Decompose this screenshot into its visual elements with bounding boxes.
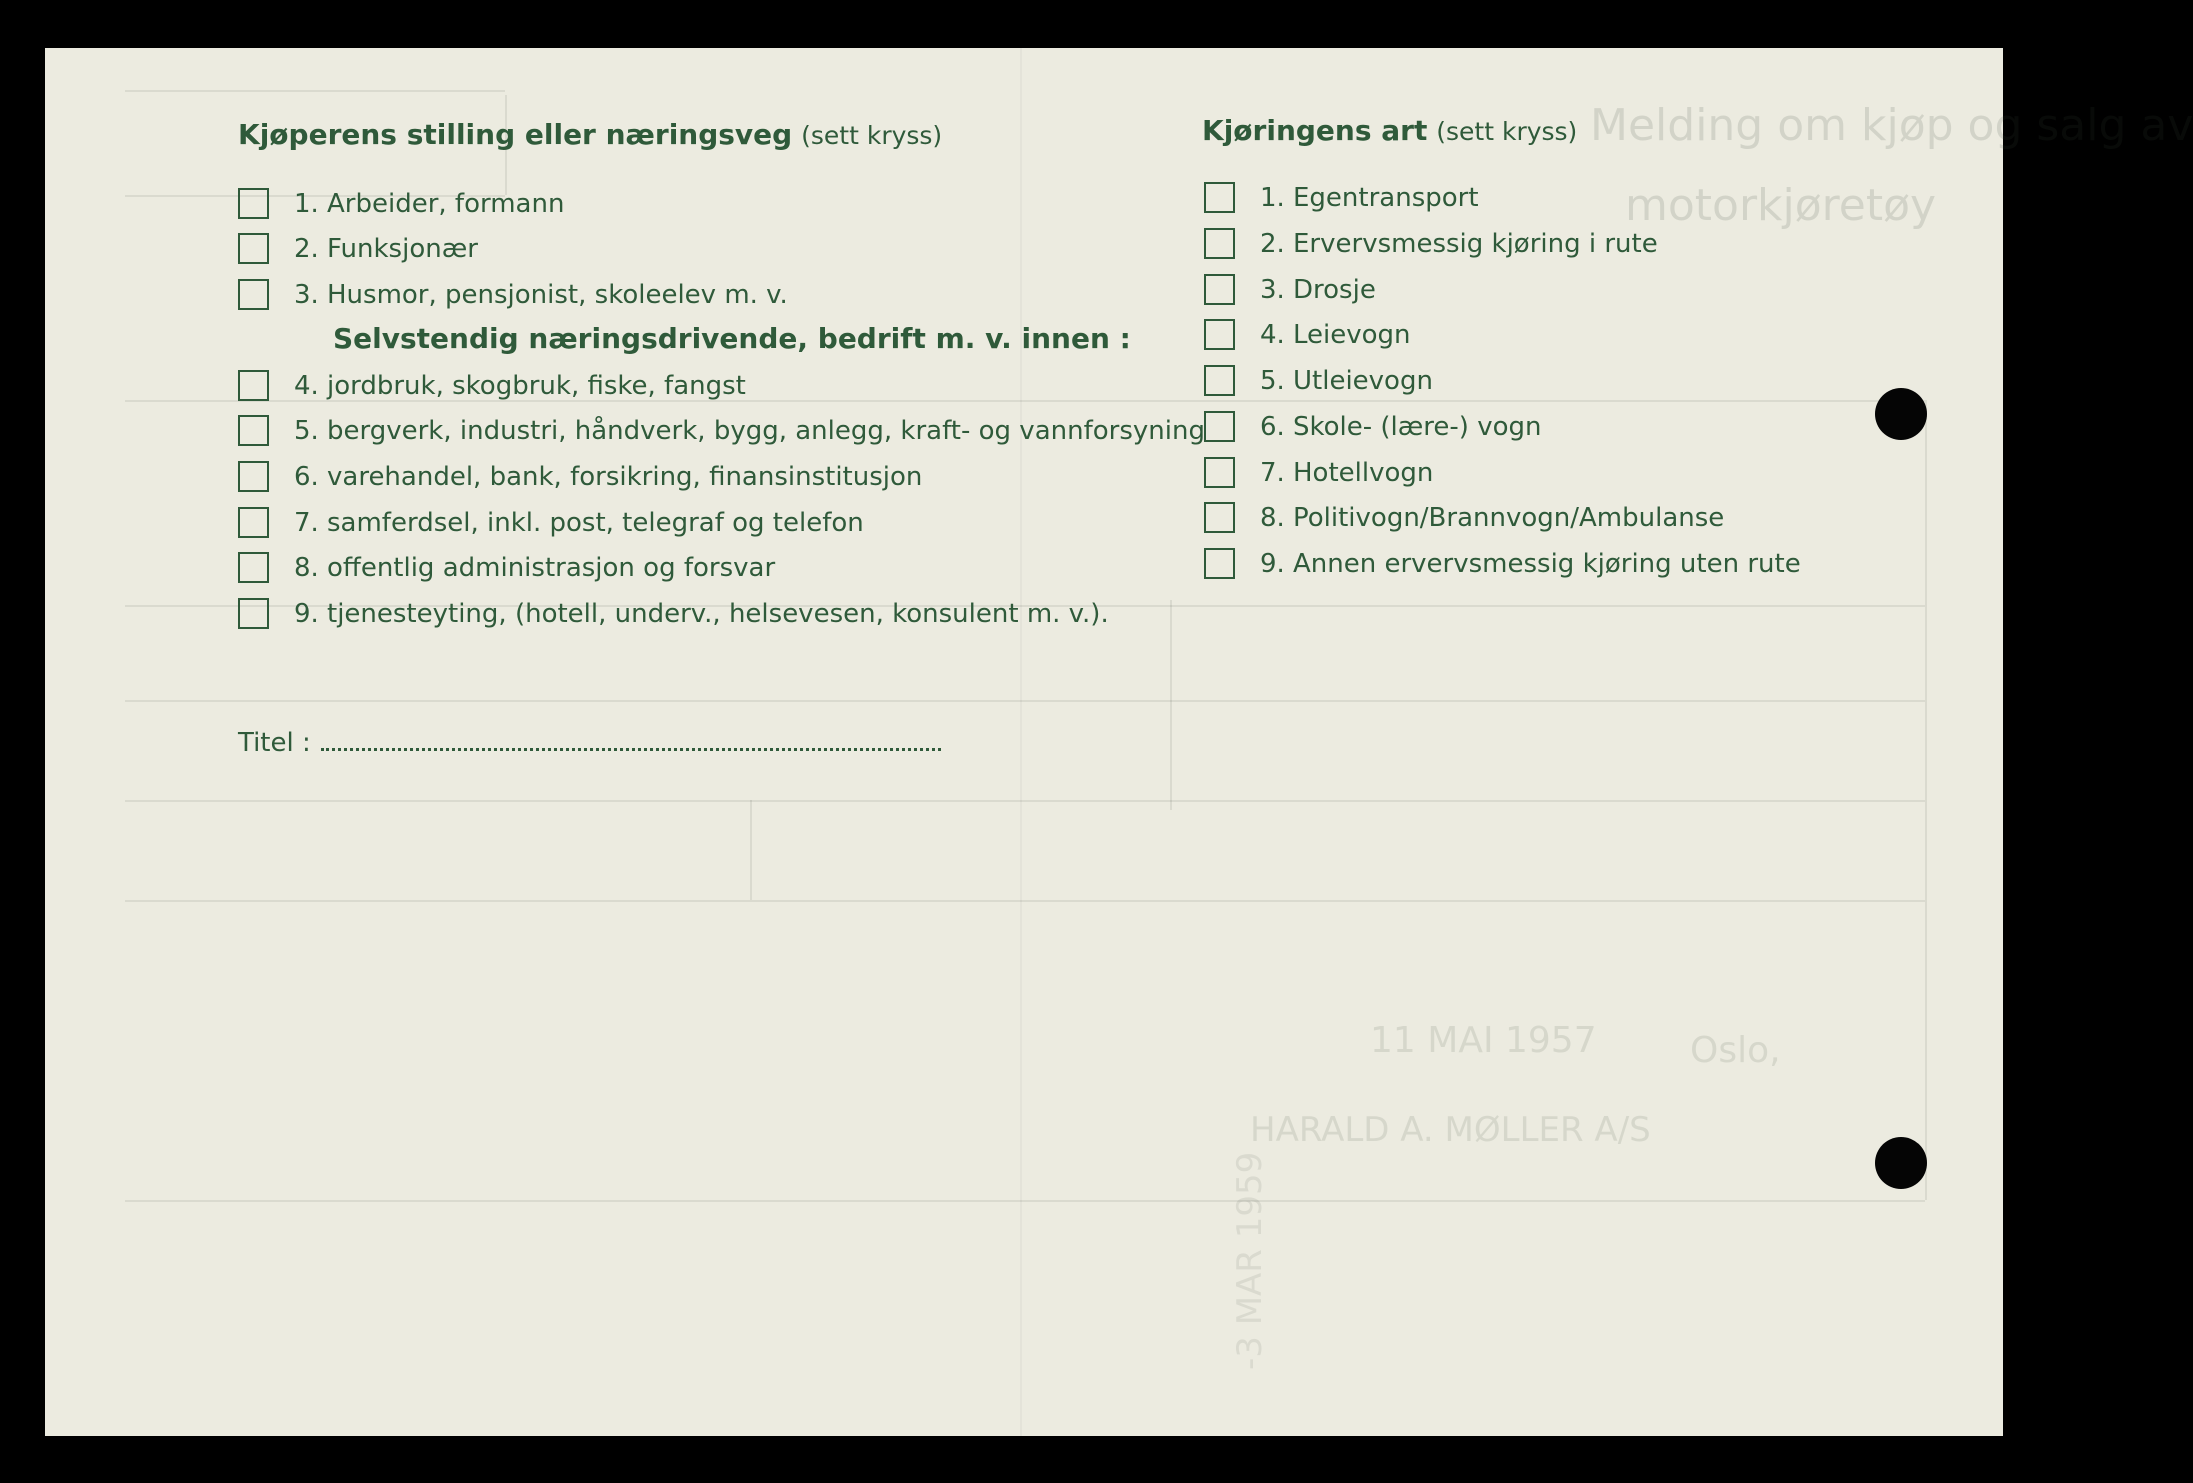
title-input-line[interactable]	[321, 730, 941, 751]
option-number: 6.	[294, 461, 319, 492]
checkbox[interactable]	[1204, 228, 1235, 259]
option-label: tjenesteyting, (hotell, underv., helsevesen, konsulent m. v.).	[327, 598, 1109, 629]
checkbox[interactable]	[238, 370, 269, 401]
option-label: Skole- (lære-) vogn	[1293, 411, 1542, 442]
option-number: 9.	[294, 598, 319, 629]
option-number: 4.	[1260, 319, 1285, 350]
option-label: Annen ervervsmessig kjøring uten rute	[1293, 548, 1801, 579]
occupation-option-5[interactable]	[238, 415, 1205, 446]
option-number: 8.	[294, 552, 319, 583]
show-through-title: Melding om kjøp og salg av	[1590, 100, 2193, 151]
punch-hole-top	[1875, 388, 1927, 440]
show-through-rule	[125, 1200, 1925, 1202]
option-number: 3.	[1260, 274, 1285, 305]
show-through-rule	[125, 900, 1925, 902]
option-label: Politivogn/Brannvogn/Ambulanse	[1293, 502, 1725, 533]
driving-option-8[interactable]	[1204, 502, 1724, 533]
show-through-place: Oslo,	[1690, 1030, 1781, 1071]
title-label: Titel :	[238, 728, 311, 758]
show-through-vertical-stamp: -3 MAR 1959	[1230, 1151, 1270, 1370]
driving-option-2[interactable]	[1204, 228, 1658, 259]
occupation-option-8[interactable]	[238, 552, 775, 583]
checkbox[interactable]	[1204, 182, 1235, 213]
show-through-date: 11 MAI 1957	[1370, 1020, 1597, 1061]
driving-option-6[interactable]	[1204, 411, 1542, 442]
fold-line	[1020, 48, 1022, 1436]
option-label: Leievogn	[1293, 319, 1411, 350]
option-number: 1.	[294, 188, 319, 219]
option-label: offentlig administrasjon og forsvar	[327, 552, 776, 583]
buyer-occupation-heading	[238, 118, 942, 151]
checkbox[interactable]	[238, 415, 269, 446]
option-label: samferdsel, inkl. post, telegraf og telefon	[327, 507, 864, 538]
driving-type-heading	[1202, 114, 1577, 147]
option-number: 8.	[1260, 502, 1285, 533]
option-label: Arbeider, formann	[327, 188, 565, 219]
option-label: Drosje	[1293, 274, 1376, 305]
checkbox[interactable]	[1204, 502, 1235, 533]
occupation-option-9[interactable]	[238, 598, 1109, 629]
show-through-subtitle: motorkjøretøy	[1625, 180, 1937, 231]
option-number: 1.	[1260, 182, 1285, 213]
option-number: 7.	[294, 507, 319, 538]
occupation-option-1[interactable]	[238, 188, 564, 219]
show-through-rule	[125, 90, 505, 92]
checkbox[interactable]	[238, 552, 269, 583]
checkbox[interactable]	[238, 279, 269, 310]
self-employed-subheading: Selvstendig næringsdrivende, bedrift m. v. innen :	[333, 322, 1131, 355]
driving-option-7[interactable]	[1204, 457, 1433, 488]
show-through-rule	[125, 800, 1925, 802]
driving-option-9[interactable]	[1204, 548, 1801, 579]
checkbox[interactable]	[1204, 365, 1235, 396]
punch-hole-bottom	[1875, 1137, 1927, 1189]
option-number: 9.	[1260, 548, 1285, 579]
option-label: Funksjonær	[327, 233, 478, 264]
driving-type-heading-title: Kjøringens art	[1202, 114, 1428, 147]
option-label: Husmor, pensjonist, skoleelev m. v.	[327, 279, 788, 310]
checkbox[interactable]	[238, 598, 269, 629]
show-through-rule	[1925, 400, 1927, 1200]
title-field	[238, 728, 941, 758]
occupation-option-7[interactable]	[238, 507, 864, 538]
buyer-occupation-heading-note: (sett kryss)	[801, 121, 943, 150]
option-number: 5.	[294, 415, 319, 446]
occupation-option-4[interactable]	[238, 370, 746, 401]
checkbox[interactable]	[1204, 457, 1235, 488]
checkbox[interactable]	[238, 461, 269, 492]
occupation-option-3[interactable]	[238, 279, 788, 310]
show-through-rule	[125, 700, 1925, 702]
driving-option-3[interactable]	[1204, 274, 1376, 305]
option-label: Utleievogn	[1293, 365, 1433, 396]
option-label: Ervervsmessig kjøring i rute	[1293, 228, 1658, 259]
checkbox[interactable]	[1204, 319, 1235, 350]
option-number: 4.	[294, 370, 319, 401]
show-through-rule	[750, 800, 752, 900]
checkbox[interactable]	[238, 188, 269, 219]
option-label: bergverk, industri, håndverk, bygg, anlegg, kraft- og vannforsyning	[327, 415, 1205, 446]
checkbox[interactable]	[1204, 548, 1235, 579]
option-label: jordbruk, skogbruk, fiske, fangst	[327, 370, 746, 401]
option-number: 2.	[294, 233, 319, 264]
driving-option-1[interactable]	[1204, 182, 1479, 213]
checkbox[interactable]	[238, 233, 269, 264]
checkbox[interactable]	[1204, 411, 1235, 442]
option-number: 2.	[1260, 228, 1285, 259]
option-number: 3.	[294, 279, 319, 310]
checkbox[interactable]	[1204, 274, 1235, 305]
option-label: Egentransport	[1293, 182, 1479, 213]
option-number: 7.	[1260, 457, 1285, 488]
driving-option-5[interactable]	[1204, 365, 1433, 396]
driving-option-4[interactable]	[1204, 319, 1411, 350]
occupation-option-6[interactable]	[238, 461, 922, 492]
option-number: 6.	[1260, 411, 1285, 442]
buyer-occupation-heading-title: Kjøperens stilling eller næringsveg	[238, 118, 793, 151]
show-through-rule	[1170, 600, 1172, 810]
checkbox[interactable]	[238, 507, 269, 538]
option-number: 5.	[1260, 365, 1285, 396]
occupation-option-2[interactable]	[238, 233, 478, 264]
driving-type-heading-note: (sett kryss)	[1436, 117, 1578, 146]
option-label: Hotellvogn	[1293, 457, 1434, 488]
option-label: varehandel, bank, forsikring, finansinstitusjon	[327, 461, 923, 492]
show-through-signature: HARALD A. MØLLER A/S	[1250, 1110, 1651, 1150]
